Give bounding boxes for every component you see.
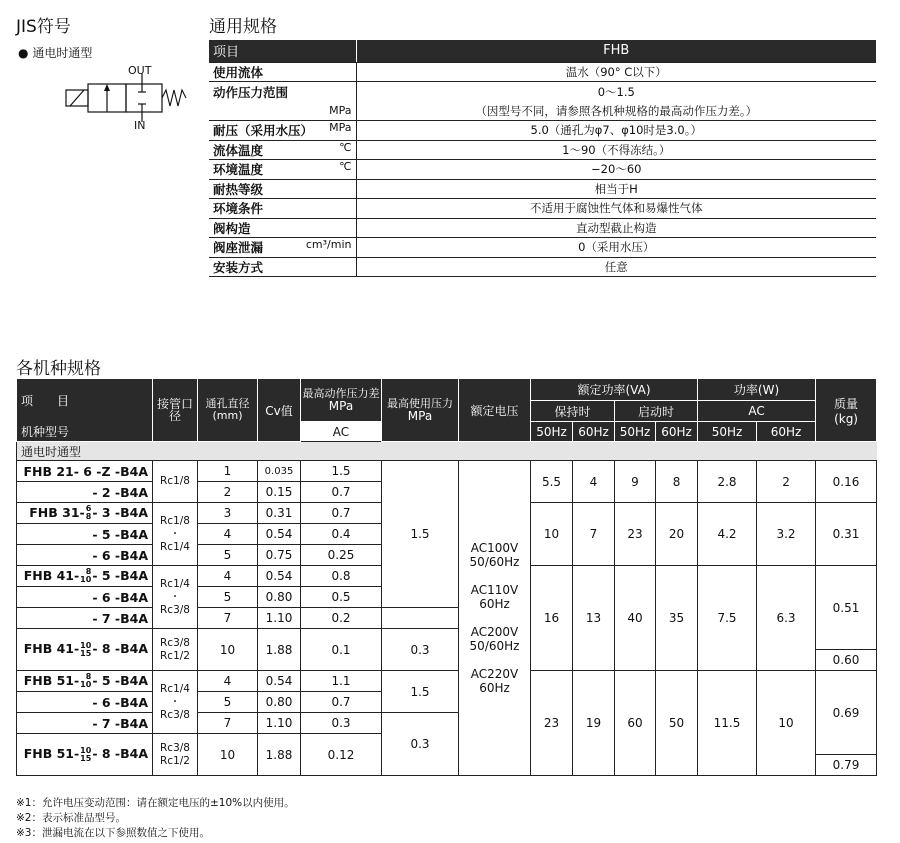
hold50-cell: 5.5 <box>531 461 573 503</box>
category-row <box>17 442 877 461</box>
ac-cell: 0.5 <box>301 587 382 608</box>
mass-cell: 0.79 <box>816 755 877 776</box>
spec-label-cell <box>209 62 356 82</box>
cv-cell: 1.10 <box>258 608 301 629</box>
spec-label-cell <box>209 121 356 141</box>
mass-cell: 0.60 <box>816 650 877 671</box>
model-cell: FHB 51- 10 15 - 8 -B4A <box>17 734 153 776</box>
cv-cell: 0.15 <box>258 482 301 503</box>
spec-value: 任意 <box>356 257 876 277</box>
w50-cell: 7.5 <box>698 566 757 671</box>
voltage-line: 60Hz <box>479 681 510 695</box>
spec-row <box>209 121 876 141</box>
spec-label: 动作压力范围 <box>213 84 289 100</box>
hdr-voltage: 额定电压 <box>459 379 531 442</box>
solenoid-valve-icon <box>62 64 192 134</box>
mass-cell: 0.69 <box>816 671 877 755</box>
voltage-line: 50/60Hz <box>469 555 520 569</box>
spec-value: 相当于H <box>356 179 876 199</box>
voltage-line: AC200V <box>470 625 519 639</box>
spec-label-cell <box>209 160 356 180</box>
spec-value: −20～60 <box>356 160 876 180</box>
model-cell: - 6 -B4A <box>17 545 153 566</box>
hold50-cell: 23 <box>531 671 573 776</box>
model-cell: - 5 -B4A <box>17 524 153 545</box>
mass-cell: 0.51 <box>816 566 877 650</box>
spec-unit: MPa <box>329 104 352 117</box>
port-cell: Rc1/8 <box>153 461 198 503</box>
spec-row <box>209 238 876 258</box>
orifice-cell: 3 <box>198 503 258 524</box>
hdr-maxdiff <box>301 379 382 422</box>
start60-cell: 50 <box>656 671 698 776</box>
w50-cell: 4.2 <box>698 503 757 566</box>
general-spec-table <box>209 40 876 277</box>
w60-cell: 6.3 <box>757 566 816 671</box>
orifice-cell: 1 <box>198 461 258 482</box>
start60-cell: 35 <box>656 566 698 671</box>
footnote: ※1：允许电压变动范围：请在额定电压的±10%以内使用。 <box>16 797 295 809</box>
hold60-cell: 19 <box>573 671 615 776</box>
hdr-power-ac: AC <box>698 401 816 422</box>
general-spec-title: 通用规格 <box>209 17 277 37</box>
orifice-cell: 7 <box>198 713 258 734</box>
spec-label: 安装方式 <box>213 259 264 275</box>
model-cell: FHB 51- 8 10 - 5 -B4A <box>17 671 153 692</box>
ac-cell: 0.7 <box>301 482 382 503</box>
spec-label: 环境温度 <box>213 162 264 178</box>
footnote: ※3：泄漏电流在以下参照数值之下使用。 <box>16 827 210 839</box>
orifice-cell: 4 <box>198 524 258 545</box>
table-row <box>17 461 877 482</box>
start50-cell: 40 <box>615 566 656 671</box>
spec-value: 0（采用水压） <box>356 238 876 258</box>
ac-cell: 1.5 <box>301 461 382 482</box>
hdr-mass <box>816 379 877 442</box>
hdr-maxdiff-label: 最高动作压力差 <box>302 386 380 400</box>
voltage-line: 50/60Hz <box>469 639 520 653</box>
cv-cell: 1.88 <box>258 734 301 776</box>
model-cell: FHB 41- 8 10 - 5 -B4A <box>17 566 153 587</box>
spec-label: 耐热等级 <box>213 181 264 197</box>
hold50-cell: 16 <box>531 566 573 671</box>
ac-cell: 0.25 <box>301 545 382 566</box>
spec-row <box>209 199 876 219</box>
orifice-cell: 4 <box>198 671 258 692</box>
spec-label: 环境条件 <box>213 201 264 217</box>
hdr-start: 启动时 <box>615 401 698 422</box>
model-header-row-1 <box>17 379 877 401</box>
maxuse-cell: 0.3 <box>382 629 459 671</box>
maxuse-cell: 1.5 <box>382 671 459 713</box>
model-spec-title: 各机种规格 <box>16 359 101 379</box>
hdr-rated-power: 额定功率(VA) <box>531 379 698 401</box>
footnote: ※2：表示标准品型号。 <box>16 812 126 824</box>
mass-cell: 0.16 <box>816 461 877 503</box>
cv-cell: 0.80 <box>258 587 301 608</box>
start60-cell: 8 <box>656 461 698 503</box>
hdr-mass-label: 质量 <box>834 396 859 411</box>
hdr-item: 项 目 <box>17 379 153 422</box>
spec-label-cell <box>209 218 356 238</box>
spec-label-cell <box>209 82 356 102</box>
mass-cell: 0.31 <box>816 503 877 566</box>
hdr-maxuse <box>382 379 459 442</box>
port-cell: Rc1/4 ・ Rc3/8 <box>153 671 198 734</box>
voltage-cell <box>459 461 531 776</box>
footnotes <box>16 796 295 841</box>
model-cell: - 6 -B4A <box>17 587 153 608</box>
model-cell: - 7 -B4A <box>17 713 153 734</box>
jis-subtitle-row <box>18 44 92 61</box>
hdr-hold-50: 50Hz <box>531 422 573 442</box>
hdr-start-60: 60Hz <box>656 422 698 442</box>
model-cell: - 7 -B4A <box>17 608 153 629</box>
spec-row <box>209 218 876 238</box>
start50-cell: 60 <box>615 671 656 776</box>
start50-cell: 23 <box>615 503 656 566</box>
ac-cell: 0.1 <box>301 629 382 671</box>
spec-row <box>209 160 876 180</box>
spec-row <box>209 257 876 277</box>
jis-title: JIS符号 <box>16 17 71 37</box>
spec-value: 0～1.5 <box>356 82 876 102</box>
orifice-cell: 5 <box>198 545 258 566</box>
ac-cell: 0.7 <box>301 503 382 524</box>
ac-cell: 0.12 <box>301 734 382 776</box>
spec-value: （因型号不同，请参照各机种规格的最高动作压力差。） <box>356 101 876 121</box>
spec-value: 1～90（不得冻结。） <box>356 140 876 160</box>
spec-value: 温水（90° C以下） <box>356 62 876 82</box>
maxuse-cell: 1.5 <box>382 461 459 608</box>
model-cell: FHB 31- 6 8 - 3 -B4A <box>17 503 153 524</box>
hdr-maxdiff-ac: AC <box>301 422 382 442</box>
spec-unit: ℃ <box>339 140 352 154</box>
hdr-maxdiff-unit: MPa <box>328 398 354 413</box>
spec-value: 直动型截止构造 <box>356 218 876 238</box>
cv-cell: 0.75 <box>258 545 301 566</box>
w50-cell: 2.8 <box>698 461 757 503</box>
model-cell: - 6 -B4A <box>17 692 153 713</box>
orifice-cell: 2 <box>198 482 258 503</box>
cv-cell: 0.80 <box>258 692 301 713</box>
spec-value: 5.0（通孔为φ7、φ10时是3.0。） <box>356 121 876 141</box>
hdr-hold-60: 60Hz <box>573 422 615 442</box>
hold60-cell: 13 <box>573 566 615 671</box>
cv-cell: 0.54 <box>258 671 301 692</box>
orifice-cell: 5 <box>198 692 258 713</box>
cv-cell: 0.31 <box>258 503 301 524</box>
spec-row <box>209 82 876 102</box>
spec-label-cell <box>209 140 356 160</box>
ac-cell: 0.3 <box>301 713 382 734</box>
bullet-icon: ● <box>18 46 29 60</box>
spec-header-item: 项目 <box>209 40 356 62</box>
model-cell: FHB 21- 6 -Z -B4A <box>17 461 153 482</box>
spec-row <box>209 179 876 199</box>
spec-row <box>209 101 876 121</box>
hdr-orifice: 通孔直径(mm) <box>198 379 258 442</box>
model-spec-table <box>16 378 877 776</box>
spec-label-cell <box>209 238 356 258</box>
maxuse-cell: 0.3 <box>382 713 459 776</box>
voltage-line: AC220V <box>470 667 519 681</box>
ac-cell: 0.4 <box>301 524 382 545</box>
hdr-model: 机种型号 <box>17 422 153 442</box>
spec-label: 耐压（采用水压） <box>213 123 314 139</box>
ac-cell: 0.7 <box>301 692 382 713</box>
orifice-cell: 10 <box>198 734 258 776</box>
hdr-start-50: 50Hz <box>615 422 656 442</box>
spec-label: 使用流体 <box>213 64 264 80</box>
in-label: IN <box>134 119 146 132</box>
hdr-cv: Cv值 <box>258 379 301 442</box>
hold50-cell: 10 <box>531 503 573 566</box>
ac-cell: 0.2 <box>301 608 382 629</box>
port-cell: Rc3/8 Rc1/2 <box>153 629 198 671</box>
hdr-w-60: 60Hz <box>757 422 816 442</box>
spec-header-row <box>209 40 876 62</box>
w60-cell: 10 <box>757 671 816 776</box>
voltage-line: 60Hz <box>479 597 510 611</box>
spec-label: 阀构造 <box>213 220 251 236</box>
hdr-port: 接管口径 <box>153 379 198 442</box>
voltage-line: AC110V <box>470 583 519 597</box>
spec-label-cell <box>209 199 356 219</box>
hold60-cell: 4 <box>573 461 615 503</box>
ac-cell: 1.1 <box>301 671 382 692</box>
port-cell: Rc1/4 ・ Rc3/8 <box>153 566 198 629</box>
hold60-cell: 7 <box>573 503 615 566</box>
cv-cell: 1.88 <box>258 629 301 671</box>
w50-cell: 11.5 <box>698 671 757 776</box>
jis-subtitle: 通电时通型 <box>32 46 93 60</box>
spec-unit: cm³/min <box>305 238 352 252</box>
spec-label-cell <box>209 257 356 277</box>
model-cell: - 2 -B4A <box>17 482 153 503</box>
spec-label: 阀座泄漏 <box>213 240 264 256</box>
category-label: 通电时通型 <box>17 442 877 461</box>
w60-cell: 2 <box>757 461 816 503</box>
spec-row <box>209 140 876 160</box>
cv-cell: 1.10 <box>258 713 301 734</box>
spec-row <box>209 62 876 82</box>
hdr-w-50: 50Hz <box>698 422 757 442</box>
orifice-cell: 5 <box>198 587 258 608</box>
table-row <box>17 671 877 692</box>
cv-cell: 0.54 <box>258 566 301 587</box>
spec-value: 不适用于腐蚀性气体和易爆性气体 <box>356 199 876 219</box>
cv-cell: 0.035 <box>258 461 301 482</box>
spec-unit: MPa <box>329 121 352 135</box>
model-cell: FHB 41- 10 15 - 8 -B4A <box>17 629 153 671</box>
hdr-mass-unit: (kg) <box>834 411 858 426</box>
hdr-power: 功率(W) <box>698 379 816 401</box>
valve-symbol-diagram <box>62 64 192 134</box>
hdr-maxuse-label: 最高使用压力 <box>387 396 453 410</box>
w60-cell: 3.2 <box>757 503 816 566</box>
orifice-cell: 4 <box>198 566 258 587</box>
spec-label-cell <box>209 179 356 199</box>
voltage-line: AC100V <box>470 541 519 555</box>
port-cell: Rc1/8 ・ Rc1/4 <box>153 503 198 566</box>
spec-label: 流体温度 <box>213 142 264 158</box>
hdr-maxuse-unit: MPa <box>407 408 433 423</box>
out-label: OUT <box>128 64 152 77</box>
start50-cell: 9 <box>615 461 656 503</box>
spec-header-model: FHB <box>356 40 876 62</box>
start60-cell: 20 <box>656 503 698 566</box>
orifice-cell: 10 <box>198 629 258 671</box>
ac-cell: 0.8 <box>301 566 382 587</box>
hdr-hold: 保持时 <box>531 401 615 422</box>
orifice-cell: 7 <box>198 608 258 629</box>
spec-unit: ℃ <box>339 160 352 174</box>
port-cell: Rc3/8 Rc1/2 <box>153 734 198 776</box>
spec-label-cell <box>209 101 356 121</box>
cv-cell: 0.54 <box>258 524 301 545</box>
